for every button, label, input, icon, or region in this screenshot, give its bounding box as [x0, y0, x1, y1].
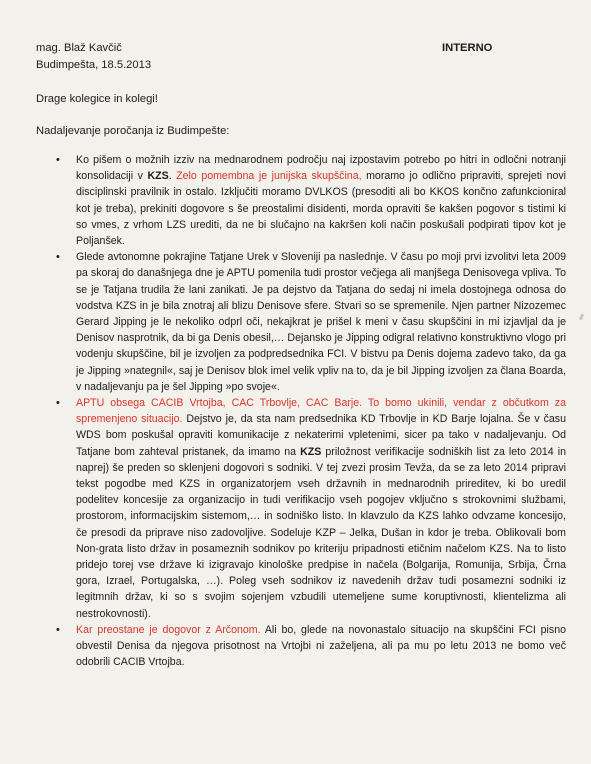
- item-text: Ali bo, glede na novonastalo situacijo na skupščini FCI pisno obvestil Denisa da njegova prisotnost na Vrtojbi ni zaželjena, ali pa mu po letu 2013 ne bomo več odobrili CACIB Vrtojba.: [76, 623, 566, 669]
- item-highlight: Zelo pomembna je junijska skupščina,: [176, 170, 362, 183]
- item-bold: KZS: [147, 170, 169, 183]
- report-list: [36, 152, 566, 671]
- bullet-icon: •: [56, 154, 60, 166]
- item-text: Dejstvo je, da sta nam predsednika KD Trbovlje in KD Barje lojalna. Še v času WDS bom poskušal opraviti komunikacije z nekaterimi vpletenimi, sicer pa tako v nadaljevanju. Od Tatjane bom zahteval pristanek, da imamo na: [76, 413, 566, 458]
- item-text: Ko pišem o možnih izziv na mednarodnem področju naj izpostavim potrebo po hitri in odločni notranji konsolidaciji v: [76, 154, 566, 183]
- item-text: priložnost verifikacije sodniških list za leto 2014 in naprej) še preden so sklenjeni dogovori s sodniki. V tej zvezi prosim Tevža, da se za leto 2014 pripravi tekst pogodbe med KZS in organizatorjem vseh državnih in mednarodnih prireditev, ki bo uredil podelitev koncesije za organizacijo in tudi verifikacijo vseh pogojev vključno s strokovnimi službami, prostorom, informacijskim sistemom,… in sodniško listo. In klavzulo da KZS lahko odvzame koncesijo, če presodi da priprave niso zadovoljive. Sodeluje KZP – Jelka, Dušan in kdor je treba. Oblikovali bom Non-grata listo držav in posameznih sodnikov po kriteriju pripadnosti etičnim načelom KZS. Na to listo pridejo torej vse države ki izigravajo kinološke predpise in načela (Bolgarija, Romunija, Srbija, Črna gora, Izrael, Portugalska, …). Poleg vseh sodnikov iz navedenih držav tudi posamezni sodniki iz legitmnih držav, ki so s svojim sojenjem vzbudili utemeljene sume koruptivnosti, klientelizma ali nestrokovnosti).: [76, 445, 566, 620]
- bullet-icon: •: [56, 251, 60, 264]
- item-text: moramo jo odlično pripraviti, sprejeti novi disciplinski pravilnik in ostalo. Izključiti moramo DVLKOS (presoditi ali bo KKOS končno zafunkcioniral kot je treba), prekiniti dogovore s še preostalimi disidenti, morda opraviti še kakšen pogovor s tistimi ki so vmes, z vrhom LZS urediti, da ne bi slučajno na kakršen koli način poskušali podpirati tipov kot je Poljanšek.: [76, 170, 567, 248]
- list-item: [36, 152, 566, 249]
- item-bold: KZS: [300, 445, 322, 458]
- list-item: [36, 622, 566, 671]
- place-date: Budimpešta, 18.5.2013: [36, 59, 152, 71]
- confidentiality-label: INTERNO: [442, 42, 493, 54]
- pen-mark: [579, 314, 584, 321]
- item-text: Glede avtonomne pokrajine Tatjane Urek v Sloveniji pa naslednje. V času po moji prvi izvolitvi leta 2009 pa skoraj do današnjega dne je APTU pomenila tudi prostor večjega ali manjšega Denisovega vpliva. To se je Tatjana trudila že lani zanikati. Je pa dejstvo da Tatjana do sedaj ni imela dostojnega odnosa do vodstva KZS in je bila znotraj ali blizu Denisove sfere. Stvari so se spremenile. Njen partner Nizozemec Gerard Jipping je le nekoliko odprl oči, nekajkrat je prišel k meni v času skupščini in mi izjavljal da je Denisov nasprotnik, da bi ga Denis obesil,… Dejansko je Jipping odigral relativno konstruktivno vlogo pri vodenju skupščine, bil je izvoljen za podpredsednika FCI. V bistvu pa Denis dojema zadevo tako, da ga je Jipping »nategnil«, saj je Denisov blok imel velik vpliv na to, da je bil Jipping izvoljen za člana Boarda, v nadaljevanju pa je šel Jipping »po svoje«.: [76, 251, 566, 393]
- item-highlight: APTU obsega CACIB Vrtojba, CAC Trbovlje, CAC Barje. To bomo ukinili, vendar z občutkom za spremenjeno situacijo.: [76, 397, 566, 426]
- letter-header: [36, 40, 151, 74]
- list-item: [36, 395, 566, 622]
- intro-line: Nadaljevanje poročanja iz Budimpešte:: [36, 125, 230, 137]
- bullet-icon: •: [56, 623, 60, 636]
- author-name: mag. Blaž Kavčič: [36, 42, 122, 54]
- list-item: [36, 249, 566, 395]
- bullet-icon: •: [56, 397, 60, 410]
- item-highlight: Kar preostane je dogovor z Arčonom.: [76, 623, 261, 636]
- greeting: Drage kolegice in kolegi!: [36, 93, 158, 105]
- item-text: .: [168, 170, 177, 183]
